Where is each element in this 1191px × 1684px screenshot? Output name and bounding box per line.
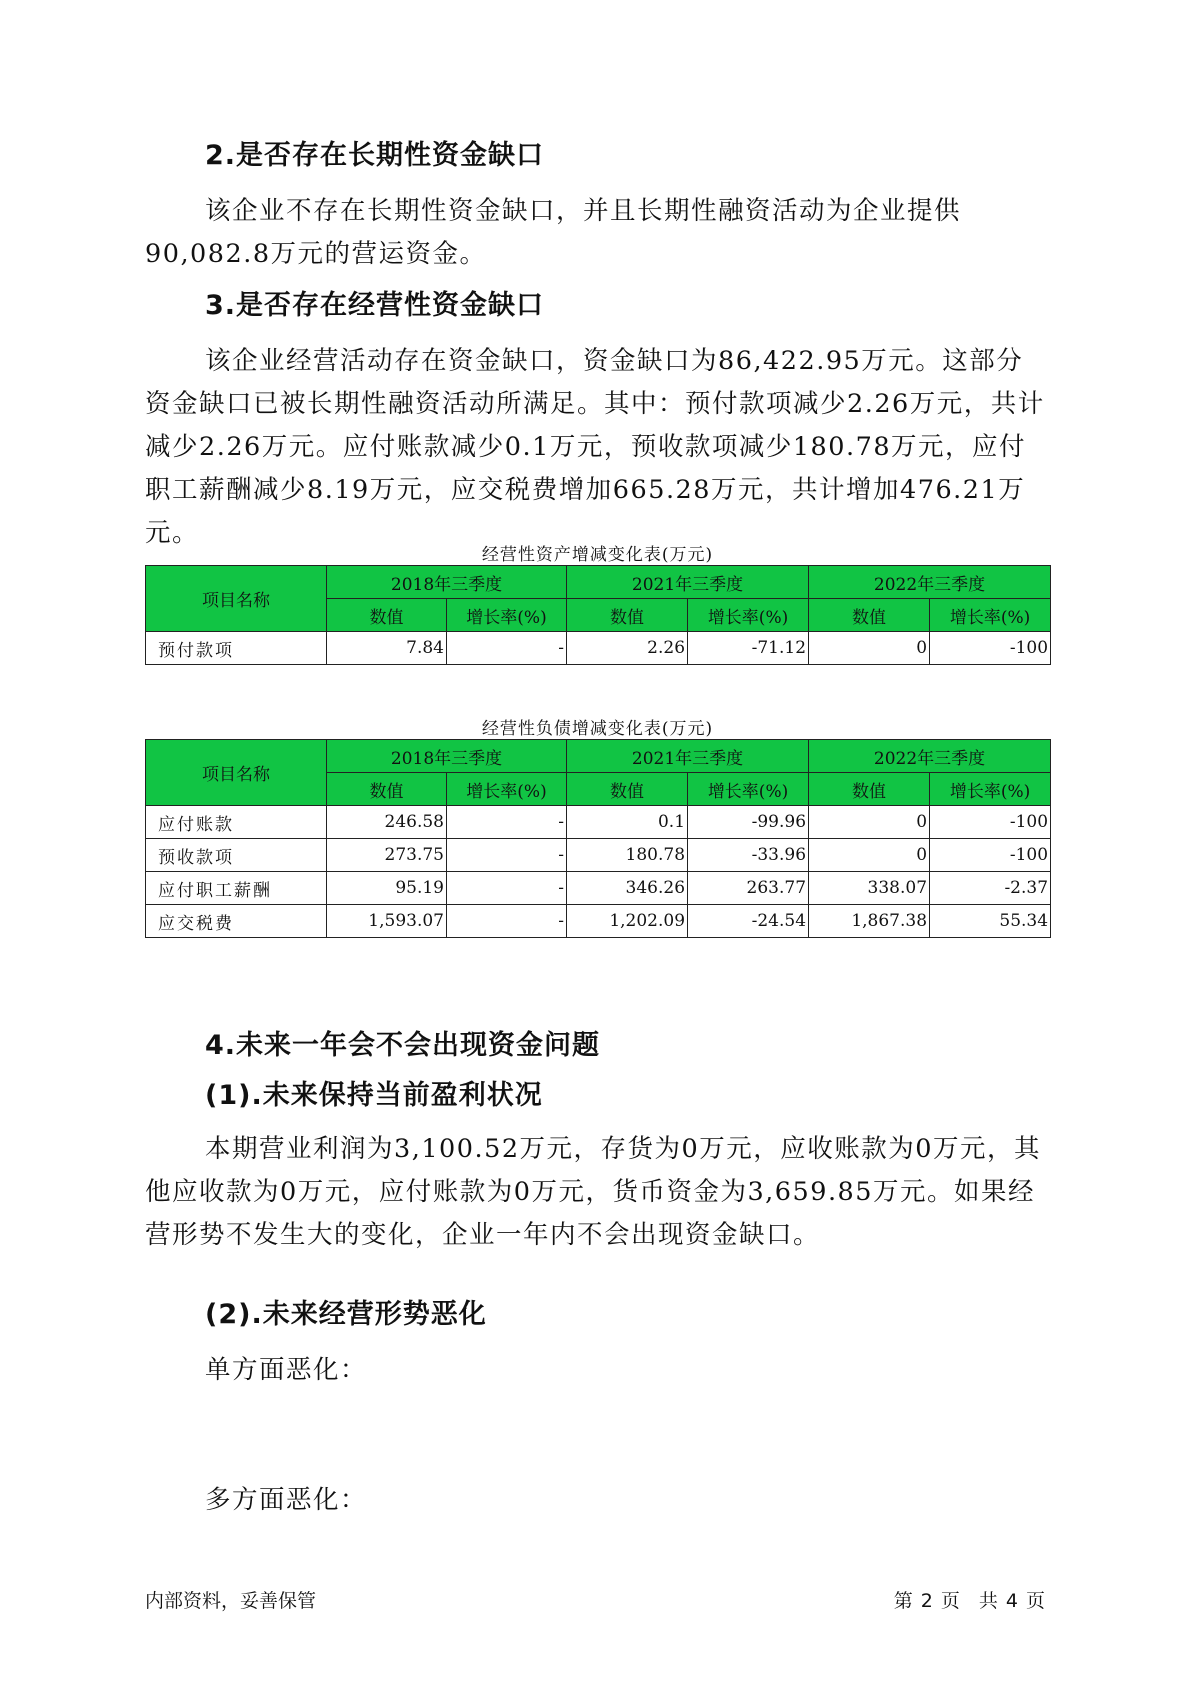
section-heading-long-term-gap: 2.是否存在长期性资金缺口 [205, 140, 545, 171]
paragraph-current-profit: 本期营业利润为3,100.52万元，存货为0万元，应收账款为0万元，其他应收款为0万元，应付账款为0万元，货币资金为3,659.85万元。如果经营形势不发生大的变化，企业一年内不会出现资金缺口。 [145, 1134, 1042, 1250]
table-cell: - [447, 872, 567, 905]
table-cell: 180.78 [567, 839, 688, 872]
row-label: 预收款项 [146, 839, 327, 872]
row-label: 应交税费 [146, 905, 327, 938]
table-cell: 273.75 [327, 839, 447, 872]
table-cell: 263.77 [688, 872, 809, 905]
row-label: 应付职工薪酬 [146, 872, 327, 905]
section-heading-operating-gap: 3.是否存在经营性资金缺口 [205, 290, 545, 321]
paragraph-long-term-gap: 该企业不存在长期性资金缺口，并且长期性融资活动为企业提供90,082.8万元的营运资金。 [145, 196, 962, 269]
table-cell: 1,593.07 [327, 905, 447, 938]
header-period-2022: 2022年三季度 [809, 740, 1051, 773]
subsection-heading-current-profit: (1).未来保持当前盈利状况 [205, 1080, 543, 1111]
table-cell: 0 [809, 632, 930, 665]
multi-deterioration-label: 多方面恶化： [205, 1485, 368, 1515]
header-rate: 增长率(%) [447, 773, 567, 806]
table-cell: -33.96 [688, 839, 809, 872]
header-rate: 增长率(%) [930, 599, 1051, 632]
footer-page-number [890, 1586, 1049, 1613]
header-rate: 增长率(%) [688, 599, 809, 632]
table-cell: -71.12 [688, 632, 809, 665]
table-row [146, 632, 1051, 665]
table-cell: -100 [930, 632, 1051, 665]
row-label: 预付款项 [146, 632, 327, 665]
header-value: 数值 [327, 773, 447, 806]
table-cell: -100 [930, 839, 1051, 872]
page-current: 2 [920, 1590, 933, 1612]
row-label: 应付账款 [146, 806, 327, 839]
table-cell: 246.58 [327, 806, 447, 839]
liability-change-table [145, 739, 1051, 938]
table-cell: 0 [809, 806, 930, 839]
table-cell: 0 [809, 839, 930, 872]
table-cell: -99.96 [688, 806, 809, 839]
table-cell: -24.54 [688, 905, 809, 938]
table-cell: - [447, 839, 567, 872]
table-cell: 55.34 [930, 905, 1051, 938]
table-cell: 95.19 [327, 872, 447, 905]
header-item-name: 项目名称 [146, 740, 327, 806]
table-cell: 0.1 [567, 806, 688, 839]
single-deterioration-label: 单方面恶化： [205, 1355, 368, 1385]
header-value: 数值 [809, 599, 930, 632]
table-cell: -100 [930, 806, 1051, 839]
table-row [146, 905, 1051, 938]
page-total: 4 [1005, 1590, 1018, 1612]
table-cell: -2.37 [930, 872, 1051, 905]
table-cell: - [447, 806, 567, 839]
header-rate: 增长率(%) [688, 773, 809, 806]
table-row [146, 806, 1051, 839]
header-period-2021: 2021年三季度 [567, 566, 809, 599]
table-cell: - [447, 632, 567, 665]
header-period-2018: 2018年三季度 [327, 566, 567, 599]
header-value: 数值 [567, 599, 688, 632]
table-cell: 1,867.38 [809, 905, 930, 938]
page-prefix: 第 [893, 1590, 913, 1612]
table-cell: 346.26 [567, 872, 688, 905]
header-period-2021: 2021年三季度 [567, 740, 809, 773]
table-cell: 338.07 [809, 872, 930, 905]
section-heading-next-year: 4.未来一年会不会出现资金问题 [205, 1030, 601, 1061]
table-row [146, 839, 1051, 872]
footer-confidential-note: 内部资料，妥善保管 [145, 1590, 317, 1612]
page-suffix: 页 [1025, 1590, 1045, 1612]
header-period-2022: 2022年三季度 [809, 566, 1051, 599]
asset-change-table [145, 565, 1051, 665]
subsection-heading-deterioration: (2).未来经营形势恶化 [205, 1299, 487, 1330]
liability-table-caption: 经营性负债增减变化表(万元) [481, 719, 714, 739]
header-item-name: 项目名称 [146, 566, 327, 632]
header-value: 数值 [809, 773, 930, 806]
header-rate: 增长率(%) [447, 599, 567, 632]
table-cell: 2.26 [567, 632, 688, 665]
header-period-2018: 2018年三季度 [327, 740, 567, 773]
table-cell: 7.84 [327, 632, 447, 665]
header-rate: 增长率(%) [930, 773, 1051, 806]
paragraph-operating-gap: 该企业经营活动存在资金缺口，资金缺口为86,422.95万元。这部分资金缺口已被长期性融资活动所满足。其中：预付款项减少2.26万元，共计减少2.26万元。应付账款减少0.1万元，预收款项减少180.78万元，应付职工薪酬减少8.19万元，应交税费增加665.28万元，共计增加476.21万元。 [145, 346, 1045, 548]
header-value: 数值 [567, 773, 688, 806]
page-mid: 页 共 [940, 1590, 998, 1612]
asset-table-caption: 经营性资产增减变化表(万元) [481, 545, 714, 565]
table-cell: - [447, 905, 567, 938]
table-row [146, 872, 1051, 905]
header-value: 数值 [327, 599, 447, 632]
table-cell: 1,202.09 [567, 905, 688, 938]
